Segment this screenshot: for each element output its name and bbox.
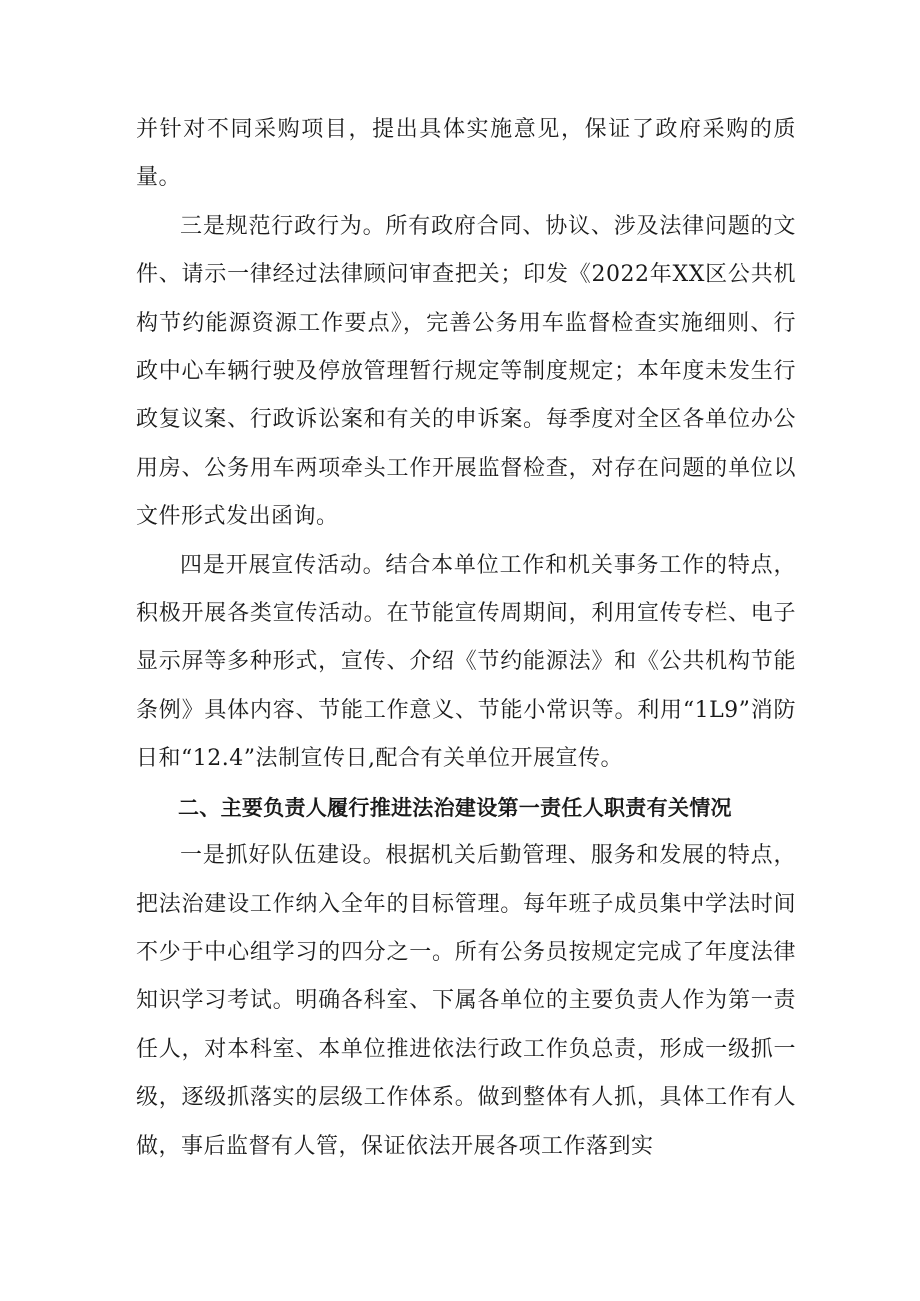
paragraph-team-building: 一是抓好队伍建设。根据机关后勤管理、服务和发展的特点，把法治建设工作纳入全年的目标管理。每年班子成员集中学法时间不少于中心组学习的四分之一。所有公务员按规定完成了年度法律知识学习考试。明确各科室、下属各单位的主要负责人作为第一责任人，对本科室、本单位推进依法行政工作负总责，形成一级抓一级，逐级抓落实的层级工作体系。做到整体有人抓，具体工作有人做，事后监督有人管，保证依法开展各项工作落到实 xyxy=(136,843,796,1159)
paragraph-publicity-activities: 四是开展宣传活动。结合本单位工作和机关事务工作的特点，积极开展各类宣传活动。在节能宣传周期间，利用宣传专栏、电子显示屏等多种形式，宣传、介绍《节约能源法》和《公共机构节能条例》具体内容、节能工作意义、节能小常识等。利用“1L9”消防日和“12.4”法制宣传日,配合有关单位开展宣传。 xyxy=(136,552,796,772)
section-heading: 二、主要负责人履行推进法治建设第一责任人职责有关情况 xyxy=(178,795,732,820)
document-body xyxy=(136,106,796,1171)
paragraph-regulate-administration: 三是规范行政行为。所有政府合同、协议、涉及法律问题的文件、请示一律经过法律顾问审查把关；印发《2022年XX区公共机构节约能源资源工作要点》，完善公务用车监督检查实施细则、行政中心车辆行驶及停放管理暂行规定等制度规定；本年度未发生行政复议案、行政诉讼案和有关的申诉案。每季度对全区各单位办公用房、公务用车两项牵头工作开展监督检查，对存在问题的单位以文件形式发出函询。 xyxy=(136,213,796,530)
paragraph-continuation: 并针对不同采购项目，提出具体实施意见，保证了政府采购的质量。 xyxy=(136,117,796,191)
